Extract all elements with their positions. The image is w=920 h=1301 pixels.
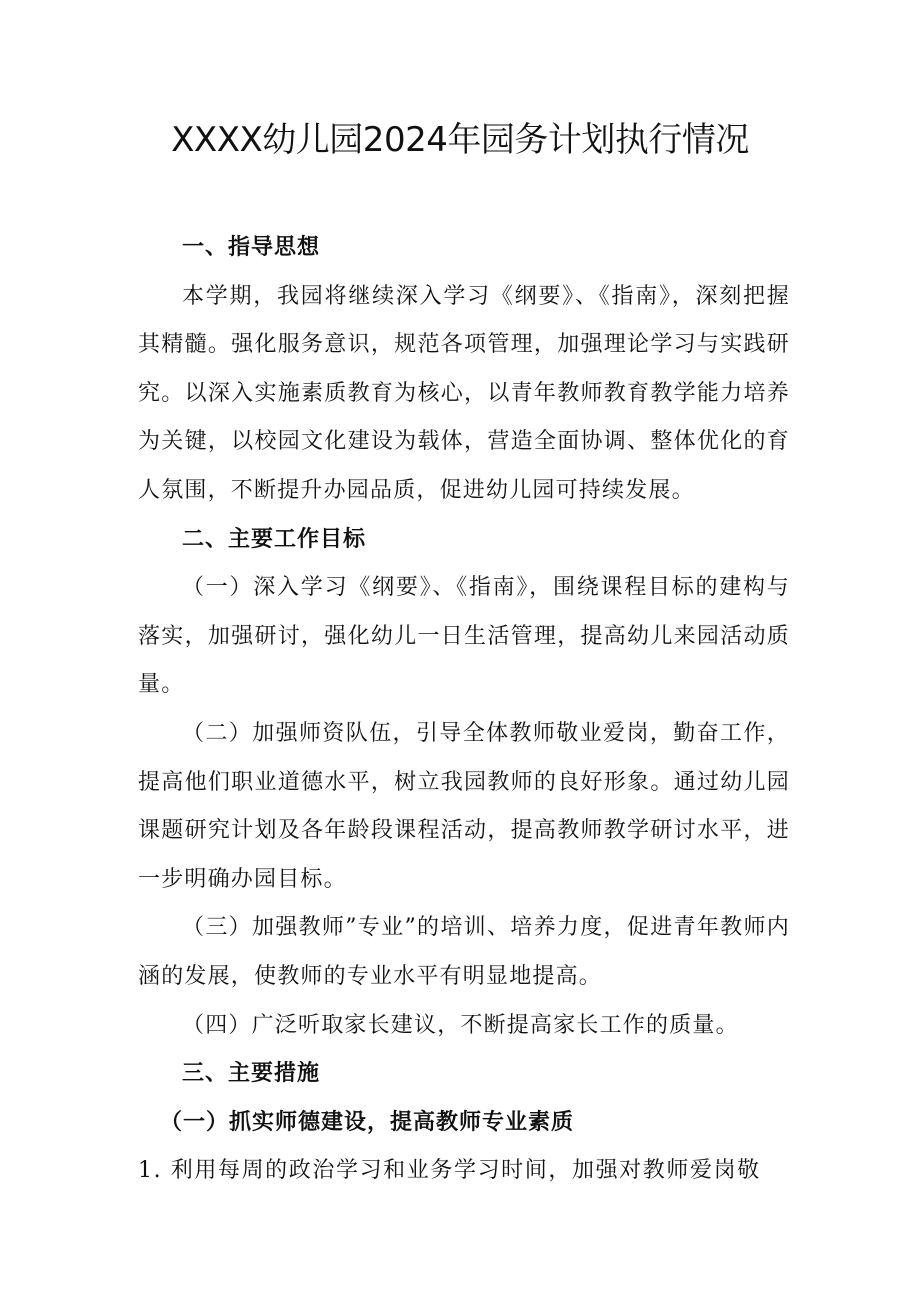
paragraph-guiding-ideology: 本学期，我园将继续深入学习《纲要》、《指南》，深刻把握其精髓。强化服务意识，规范各项管理，加强理论学习与实践研究。以深入实施素质教育为核心，以青年教师教育教学能力培养为关键，以校园文化建设为载体，营造全面协调、整体优化的育人氛围，不断提升办园品质，促进幼儿园可持续发展。 [138, 283, 790, 503]
section-heading-guiding-ideology: 一、指导思想 [182, 235, 321, 260]
paragraph-goal-2: （二）加强师资队伍，引导全体教师敬业爱岗，勤奋工作，提高他们职业道德水平，树立我园教师的良好形象。通过幼儿园课题研究计划及各年龄段课程活动，提高教师教学研讨水平，进一步明确办园目标。 [138, 720, 790, 892]
paragraph-goal-4: （四）广泛听取家长建议，不断提高家长工作的质量。 [182, 1012, 739, 1038]
section-heading-main-measures: 三、主要措施 [182, 1061, 321, 1087]
document-title: XXXX幼儿园2024年园务计划执行情况 [171, 120, 749, 160]
paragraph-measure-1: 1. 利用每周的政治学习和业务学习时间，加强对教师爱岗敬 [138, 1158, 761, 1184]
section-heading-main-goals: 二、主要工作目标 [182, 526, 367, 552]
document-body [138, 224, 790, 1196]
paragraph-goal-3: （三）加强教师”专业”的培训、培养力度，促进青年教师内涵的发展，使教师的专业水平有明显地提高。 [138, 915, 790, 989]
paragraph-goal-1: （一）深入学习《纲要》、《指南》，围绕课程目标的建构与落实，加强研讨，强化幼儿一日生活管理，提高幼儿来园活动质量。 [138, 575, 790, 698]
subheading-teacher-ethics: （一）抓实师德建设，提高教师专业素质 [160, 1109, 575, 1135]
